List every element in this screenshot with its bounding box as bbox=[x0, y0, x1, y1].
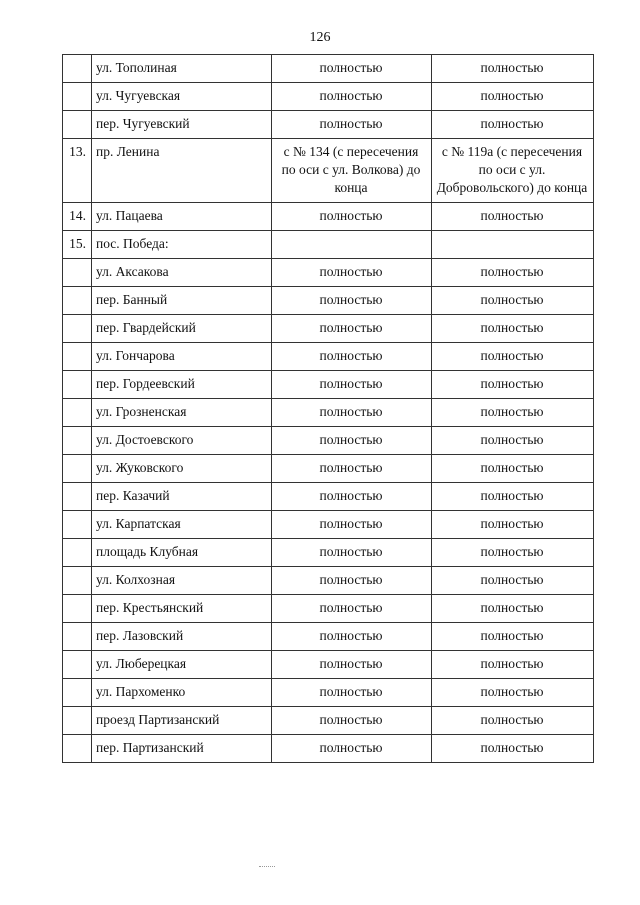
coverage-even: полностью bbox=[432, 595, 594, 623]
coverage-even: полностью bbox=[432, 55, 594, 83]
coverage-odd: полностью bbox=[272, 427, 432, 455]
table-row bbox=[63, 287, 594, 315]
table-row bbox=[63, 55, 594, 83]
row-number bbox=[63, 679, 92, 707]
street-name: ул. Чугуевская bbox=[92, 83, 272, 111]
street-name: ул. Пацаева bbox=[92, 203, 272, 231]
row-number: 15. bbox=[63, 231, 92, 259]
coverage-even: полностью bbox=[432, 399, 594, 427]
street-name: ул. Достоевского bbox=[92, 427, 272, 455]
row-number bbox=[63, 343, 92, 371]
table-row bbox=[63, 83, 594, 111]
street-name: пр. Ленина bbox=[92, 139, 272, 203]
row-number bbox=[63, 511, 92, 539]
coverage-odd: полностью bbox=[272, 83, 432, 111]
coverage-odd: полностью bbox=[272, 315, 432, 343]
coverage-odd: полностью bbox=[272, 539, 432, 567]
street-name: ул. Колхозная bbox=[92, 567, 272, 595]
coverage-odd: полностью bbox=[272, 55, 432, 83]
coverage-odd bbox=[272, 231, 432, 259]
row-number bbox=[63, 259, 92, 287]
row-number bbox=[63, 371, 92, 399]
street-name: ул. Пархоменко bbox=[92, 679, 272, 707]
coverage-odd: полностью bbox=[272, 679, 432, 707]
coverage-odd: полностью bbox=[272, 455, 432, 483]
table-row bbox=[63, 707, 594, 735]
table-row bbox=[63, 511, 594, 539]
coverage-odd: полностью bbox=[272, 259, 432, 287]
coverage-odd: полностью bbox=[272, 399, 432, 427]
coverage-even: полностью bbox=[432, 371, 594, 399]
table-row bbox=[63, 111, 594, 139]
street-name: пер. Гвардейский bbox=[92, 315, 272, 343]
row-number bbox=[63, 707, 92, 735]
table-row bbox=[63, 399, 594, 427]
coverage-odd: полностью bbox=[272, 483, 432, 511]
table-row bbox=[63, 139, 594, 203]
coverage-even: полностью bbox=[432, 483, 594, 511]
coverage-even: полностью bbox=[432, 455, 594, 483]
coverage-odd: полностью bbox=[272, 343, 432, 371]
street-name: пер. Лазовский bbox=[92, 623, 272, 651]
coverage-even: полностью bbox=[432, 567, 594, 595]
table-row bbox=[63, 567, 594, 595]
table-row bbox=[63, 735, 594, 763]
row-number bbox=[63, 83, 92, 111]
coverage-even: полностью bbox=[432, 539, 594, 567]
coverage-even: полностью bbox=[432, 83, 594, 111]
row-number: 14. bbox=[63, 203, 92, 231]
table-row bbox=[63, 595, 594, 623]
row-number bbox=[63, 483, 92, 511]
street-name: проезд Партизанский bbox=[92, 707, 272, 735]
coverage-odd: полностью bbox=[272, 595, 432, 623]
coverage-even: полностью bbox=[432, 679, 594, 707]
table-row bbox=[63, 623, 594, 651]
row-number: 13. bbox=[63, 139, 92, 203]
row-number bbox=[63, 735, 92, 763]
coverage-even: полностью bbox=[432, 203, 594, 231]
street-name: ул. Жуковского bbox=[92, 455, 272, 483]
coverage-even: полностью bbox=[432, 111, 594, 139]
coverage-even: полностью bbox=[432, 623, 594, 651]
coverage-even: полностью bbox=[432, 511, 594, 539]
row-number bbox=[63, 315, 92, 343]
table-row bbox=[63, 343, 594, 371]
table-row bbox=[63, 427, 594, 455]
coverage-even: полностью bbox=[432, 343, 594, 371]
table-row bbox=[63, 315, 594, 343]
coverage-even: полностью bbox=[432, 707, 594, 735]
street-name: пер. Гордеевский bbox=[92, 371, 272, 399]
footer-mark bbox=[259, 866, 275, 868]
coverage-even: полностью bbox=[432, 315, 594, 343]
coverage-even bbox=[432, 231, 594, 259]
coverage-even: полностью bbox=[432, 735, 594, 763]
coverage-odd: полностью bbox=[272, 287, 432, 315]
row-number bbox=[63, 287, 92, 315]
row-number bbox=[63, 567, 92, 595]
row-number bbox=[63, 55, 92, 83]
street-name: пер. Банный bbox=[92, 287, 272, 315]
row-number bbox=[63, 651, 92, 679]
row-number bbox=[63, 595, 92, 623]
street-name: пер. Чугуевский bbox=[92, 111, 272, 139]
street-name: ул. Люберецкая bbox=[92, 651, 272, 679]
coverage-odd: с № 134 (с пересечения по оси с ул. Волкова) до конца bbox=[272, 139, 432, 203]
table-row bbox=[63, 371, 594, 399]
coverage-odd: полностью bbox=[272, 735, 432, 763]
table-row bbox=[63, 679, 594, 707]
page-number: 126 bbox=[309, 30, 331, 45]
coverage-odd: полностью bbox=[272, 707, 432, 735]
row-number bbox=[63, 455, 92, 483]
coverage-odd: полностью bbox=[272, 203, 432, 231]
table-row bbox=[63, 203, 594, 231]
table-row bbox=[63, 231, 594, 259]
coverage-odd: полностью bbox=[272, 111, 432, 139]
street-name: площадь Клубная bbox=[92, 539, 272, 567]
table-row bbox=[63, 259, 594, 287]
street-name: ул. Аксакова bbox=[92, 259, 272, 287]
row-number bbox=[63, 623, 92, 651]
street-name: ул. Гончарова bbox=[92, 343, 272, 371]
streets-table bbox=[62, 54, 594, 763]
street-name: пер. Партизанский bbox=[92, 735, 272, 763]
coverage-even: полностью bbox=[432, 427, 594, 455]
street-name: ул. Грозненская bbox=[92, 399, 272, 427]
table-row bbox=[63, 455, 594, 483]
coverage-odd: полностью bbox=[272, 651, 432, 679]
coverage-even: полностью bbox=[432, 651, 594, 679]
row-number bbox=[63, 111, 92, 139]
coverage-even: полностью bbox=[432, 287, 594, 315]
table-row bbox=[63, 539, 594, 567]
coverage-odd: полностью bbox=[272, 623, 432, 651]
street-name: пер. Казачий bbox=[92, 483, 272, 511]
coverage-odd: полностью bbox=[272, 567, 432, 595]
street-name: пос. Победа: bbox=[92, 231, 272, 259]
table-row bbox=[63, 651, 594, 679]
table-row bbox=[63, 483, 594, 511]
coverage-odd: полностью bbox=[272, 371, 432, 399]
row-number bbox=[63, 399, 92, 427]
row-number bbox=[63, 539, 92, 567]
coverage-odd: полностью bbox=[272, 511, 432, 539]
coverage-even: с № 119а (с пересечения по оси с ул. Добровольского) до конца bbox=[432, 139, 594, 203]
row-number bbox=[63, 427, 92, 455]
street-name: ул. Тополиная bbox=[92, 55, 272, 83]
street-name: пер. Крестьянский bbox=[92, 595, 272, 623]
coverage-even: полностью bbox=[432, 259, 594, 287]
street-name: ул. Карпатская bbox=[92, 511, 272, 539]
